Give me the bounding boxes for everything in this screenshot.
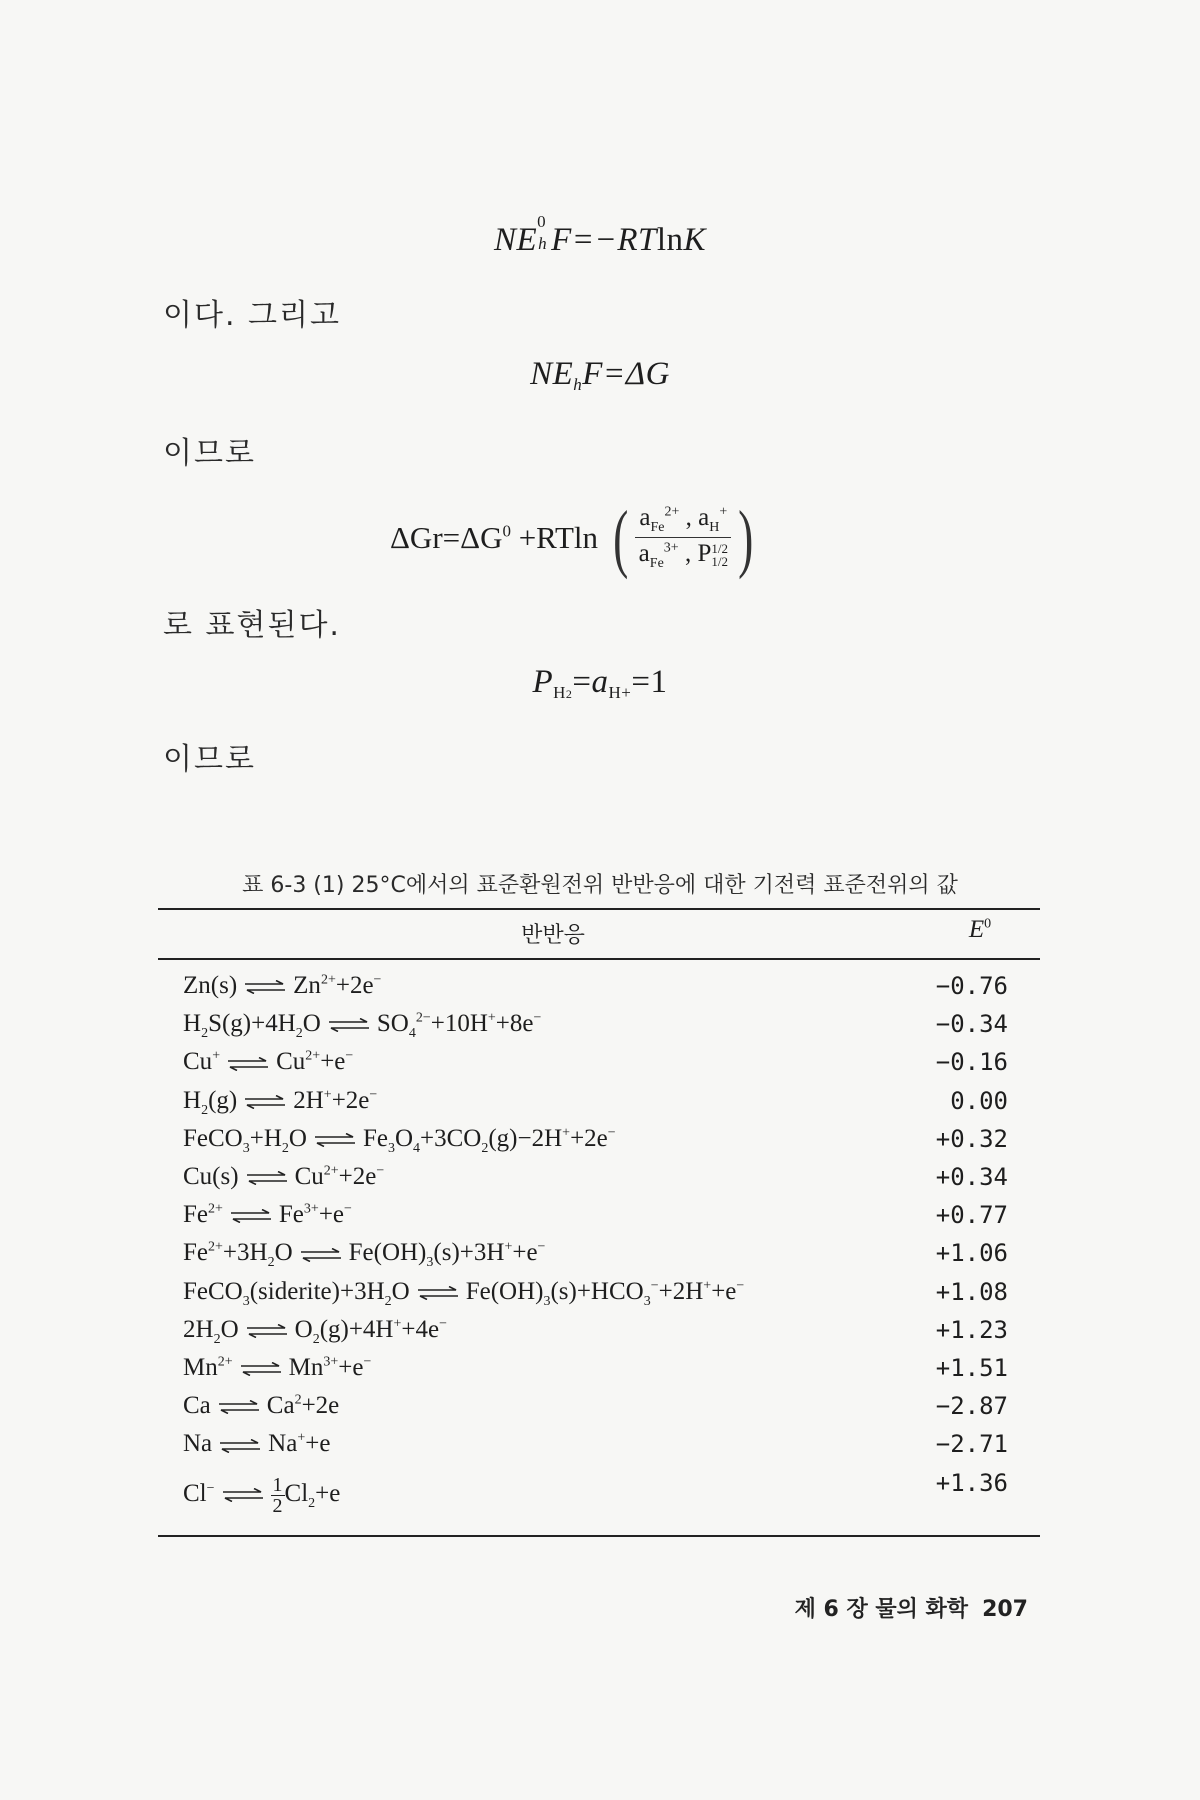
- equation-free-energy: [0, 356, 1200, 395]
- reaction-cell: $H_2(g)$ 2H++2e−: [183, 1086, 378, 1118]
- table-row: [183, 1048, 1018, 1086]
- reaction-cell: Cu(s) $Cu^{2+}+2e^-$: [183, 1163, 385, 1190]
- reaction-cell: Zn(s) $Zn^{2+}+2e^-$: [183, 972, 382, 999]
- potential-value: −2.71: [935, 1430, 1008, 1459]
- potential-value: +0.32: [935, 1124, 1008, 1153]
- eq3-num-b-sub: H: [709, 520, 720, 535]
- equilibrium-arrow-icon: [217, 1400, 261, 1414]
- table-row: [183, 1201, 1018, 1239]
- table-header-e: [920, 916, 1040, 944]
- equilibrium-arrow-icon: [226, 1057, 270, 1071]
- eq3-den-sep: , P: [678, 540, 712, 567]
- equilibrium-arrow-icon: [245, 1324, 289, 1338]
- text-line-4: 이므로: [163, 742, 256, 777]
- eq4-p-sub-2: 2: [565, 687, 573, 701]
- table-row: [183, 1354, 1018, 1392]
- table-bottom-rule: [158, 1535, 1040, 1537]
- table-row: [183, 1163, 1018, 1201]
- equilibrium-arrow-icon: [313, 1133, 357, 1147]
- potential-value: +1.51: [935, 1354, 1008, 1382]
- potential-value: +1.36: [935, 1468, 1008, 1497]
- table-row: [183, 1392, 1018, 1430]
- reaction-cell: $Fe^{2+}$ $Fe^{3+}+e^-$: [183, 1201, 352, 1229]
- page-footer: [795, 1592, 1028, 1623]
- reaction-cell: Cl− $\frac{1}{2}$ $Cl_2+e$: [183, 1473, 341, 1517]
- equilibrium-arrow-icon: [243, 980, 287, 994]
- eq1-part-b: F=−RT: [551, 222, 657, 258]
- reaction-cell: $Fe^{2+}+3H_2O$ $Fe(OH)_3(s)+3H^++e^-$: [183, 1239, 546, 1271]
- eq2-part-a: NE: [530, 356, 574, 392]
- potential-value: −0.16: [935, 1048, 1008, 1077]
- eq3-den-a-sub: Fe: [649, 556, 664, 571]
- table-row: [183, 972, 1018, 1010]
- table-row: [183, 1125, 1018, 1163]
- equilibrium-arrow-icon: [221, 1488, 265, 1502]
- equilibrium-arrow-icon: [416, 1286, 460, 1300]
- eq3-numerator: [635, 504, 731, 538]
- reaction-cell: $2H_2O$ $O_2(g)+4H^++4e^-$: [183, 1315, 448, 1347]
- reaction-cell: Ca $Ca^2+2e$: [183, 1392, 340, 1420]
- eq3-num-a: a: [639, 504, 651, 531]
- potential-value: +1.23: [935, 1315, 1008, 1344]
- eq2-part-c: ΔG: [625, 356, 670, 392]
- eq1-ln: ln: [656, 222, 684, 258]
- eq3-den-a-sup: 3+: [663, 540, 679, 556]
- footer-chapter: 제 6 장 물의 화학: [794, 1597, 969, 1622]
- eq4-a: a: [591, 664, 609, 700]
- eq3-den-a: a: [638, 540, 650, 567]
- eq4-equals: =: [572, 664, 592, 700]
- eq1-sub: h: [538, 234, 548, 253]
- eq3-fraction: [635, 504, 731, 572]
- potential-value: +1.06: [935, 1239, 1008, 1268]
- reaction-cell: $H_2S(g)+4H_2O$ $SO_4^{2-}+10H^++8e^-$: [183, 1010, 542, 1042]
- table-row: [183, 1239, 1018, 1277]
- reaction-cell: Cu+ $Cu^{2+}+e^-$: [183, 1048, 354, 1076]
- equilibrium-arrow-icon: [299, 1248, 343, 1262]
- text-line-3: 로 표현된다.: [163, 608, 341, 643]
- page-number: 207: [982, 1597, 1028, 1622]
- equation-delta-g: [390, 496, 759, 580]
- eq3-num-a-sub: Fe: [650, 520, 665, 535]
- eq1-part-a: NE: [493, 222, 538, 258]
- equilibrium-arrow-icon: [327, 1018, 371, 1032]
- equilibrium-arrow-icon: [245, 1171, 289, 1185]
- table-row: [183, 1010, 1018, 1048]
- reaction-cell: $Mn^{2+}$ $Mn^{3+}+e^-$: [183, 1354, 372, 1381]
- eq1-sup: 0: [537, 212, 547, 231]
- eq4-p-sub-h: H: [553, 683, 566, 702]
- eq3-den-b-sub: 1/2: [711, 554, 728, 570]
- eq3-denominator: [639, 538, 728, 572]
- table-row: [183, 1087, 1018, 1125]
- table-header-rule: [158, 958, 1040, 960]
- reaction-cell: $FeCO_3+H_2O$ $Fe_3O_4+3CO_2(g)-2H^++2e^-$: [183, 1124, 616, 1156]
- equilibrium-arrow-icon: [229, 1209, 273, 1223]
- eq4-a-sub: H+: [608, 683, 632, 702]
- right-paren: ): [738, 496, 754, 580]
- table-row: [183, 1316, 1018, 1354]
- eq3-lhs: [390, 520, 598, 556]
- eq3-num-b-sup: +: [719, 504, 728, 520]
- eq3-lhs-text: ΔGr=ΔG: [390, 520, 503, 555]
- table-top-rule: [158, 908, 1040, 910]
- potential-value: +0.34: [935, 1163, 1008, 1191]
- eq3-num-a-sup: 2+: [664, 504, 680, 520]
- table-row: [183, 1430, 1018, 1468]
- eq4-p: P: [532, 664, 554, 700]
- equilibrium-arrow-icon: [243, 1095, 287, 1109]
- eq3-lhs-sup: 0: [502, 521, 511, 541]
- eq1-part-d: K: [683, 222, 707, 258]
- table-header-reaction: 반반응: [521, 923, 585, 948]
- potential-value: 0.00: [950, 1086, 1008, 1115]
- table-header-e-sup: 0: [984, 916, 992, 932]
- equilibrium-arrow-icon: [239, 1362, 283, 1376]
- eq3-num-sep: , a: [679, 504, 710, 531]
- potential-value: −0.76: [935, 972, 1008, 1000]
- equilibrium-arrow-icon: [218, 1439, 262, 1453]
- table-row: [183, 1468, 1018, 1517]
- table-caption: 표 6-3 (1) 25°C에서의 표준환원전위 반반응에 대한 기전력 표준전위의 값: [242, 873, 958, 898]
- potential-value: −2.87: [935, 1392, 1008, 1421]
- equation-nernst-standard: [0, 212, 1200, 259]
- eq3-den-b-sup: 1/2: [711, 541, 728, 557]
- text-line-2: 이므로: [163, 436, 256, 471]
- left-paren: (: [613, 496, 629, 580]
- reaction-cell: Na Na++e: [183, 1430, 331, 1458]
- eq2-part-b: F=: [582, 356, 626, 392]
- potential-value: +0.77: [935, 1201, 1008, 1230]
- eq2-sub: h: [573, 375, 583, 394]
- eq3-lhs-rtln: +RTln: [510, 520, 599, 555]
- text-line-1: 이다. 그리고: [163, 298, 341, 333]
- potential-value: +1.08: [935, 1277, 1008, 1306]
- eq4-equals-one: =1: [631, 664, 668, 700]
- table-header-e-text: E: [968, 916, 985, 943]
- eq4-p-sub: [553, 683, 572, 702]
- reaction-cell: $FeCO_3(siderite)+3H_2O$ $Fe(OH)_3(s)+HCO_3^-+2H^++e^-$: [183, 1277, 745, 1309]
- table-row: [183, 1278, 1018, 1316]
- equation-unit-activity: [0, 664, 1200, 703]
- potential-value: −0.34: [935, 1010, 1008, 1039]
